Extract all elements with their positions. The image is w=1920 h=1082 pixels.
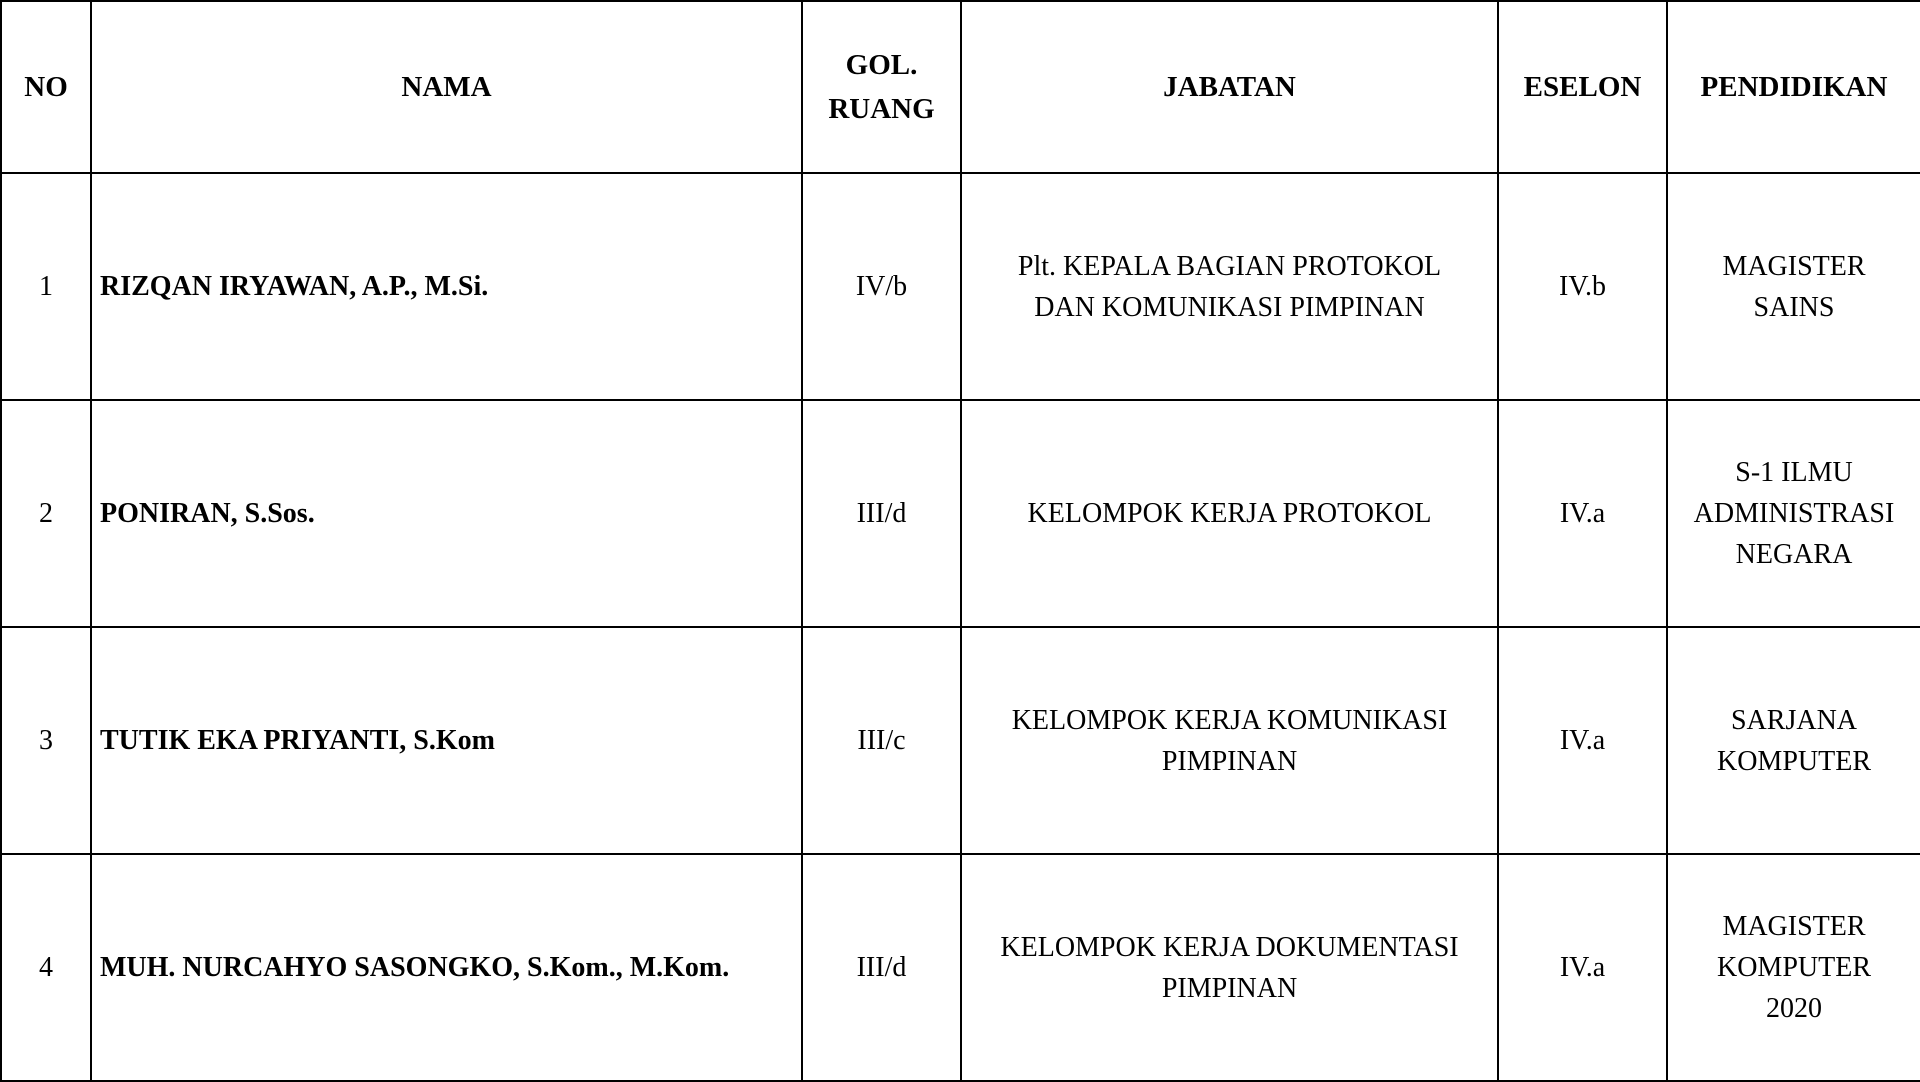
cell-nama: RIZQAN IRYAWAN, A.P., M.Si. [91,173,802,400]
cell-gol: III/d [802,854,961,1081]
cell-no: 4 [1,854,91,1081]
cell-jabatan [961,173,1498,400]
header-pendidikan: PENDIDIKAN [1667,1,1920,173]
jabatan-line: DAN KOMUNIKASI PIMPINAN [1034,291,1425,323]
cell-nama: TUTIK EKA PRIYANTI, S.Kom [91,627,802,854]
header-jabatan: JABATAN [961,1,1498,173]
table-row [1,400,1920,627]
cell-gol: IV/b [802,173,961,400]
cell-pendidikan [1667,173,1920,400]
pendidikan-line: NEGARA [1735,539,1853,570]
jabatan-line: KELOMPOK KERJA PROTOKOL [1027,498,1432,529]
cell-eselon: IV.a [1498,400,1667,627]
table-row [1,173,1920,400]
pendidikan-line: SAINS [1753,291,1835,323]
pendidikan-line: MAGISTER [1722,911,1866,942]
header-gol-line2: RUANG [828,93,935,125]
pendidikan-line: KOMPUTER [1716,745,1871,777]
cell-no: 2 [1,400,91,627]
cell-jabatan [961,627,1498,854]
cell-jabatan [961,400,1498,627]
cell-pendidikan [1667,854,1920,1081]
cell-nama: MUH. NURCAHYO SASONGKO, S.Kom., M.Kom. [91,854,802,1081]
table-header-row [1,1,1920,173]
jabatan-line: PIMPINAN [1161,745,1298,777]
pendidikan-line: KOMPUTER [1716,952,1871,983]
jabatan-line: PIMPINAN [1161,972,1298,1004]
header-eselon: ESELON [1498,1,1667,173]
header-no: NO [1,1,91,173]
cell-gol: III/c [802,627,961,854]
cell-nama: PONIRAN, S.Sos. [91,400,802,627]
cell-pendidikan [1667,400,1920,627]
cell-jabatan [961,854,1498,1081]
jabatan-line: KELOMPOK KERJA KOMUNIKASI [1011,704,1448,736]
pendidikan-line: SARJANA [1730,704,1858,736]
header-nama: NAMA [91,1,802,173]
cell-pendidikan [1667,627,1920,854]
header-gol-ruang [802,1,961,173]
pendidikan-line: 2020 [1766,993,1822,1024]
cell-eselon: IV.b [1498,173,1667,400]
pendidikan-line: MAGISTER [1722,250,1866,282]
table-row [1,627,1920,854]
cell-gol: III/d [802,400,961,627]
cell-no: 3 [1,627,91,854]
cell-eselon: IV.a [1498,627,1667,854]
cell-no: 1 [1,173,91,400]
jabatan-line: Plt. KEPALA BAGIAN PROTOKOL [1017,250,1442,282]
pendidikan-line: ADMINISTRASI [1693,498,1895,529]
jabatan-line: KELOMPOK KERJA DOKUMENTASI [1000,931,1459,963]
cell-eselon: IV.a [1498,854,1667,1081]
pendidikan-line: S-1 ILMU [1735,457,1853,488]
header-gol-line1: GOL. [845,49,918,81]
table-row [1,854,1920,1081]
